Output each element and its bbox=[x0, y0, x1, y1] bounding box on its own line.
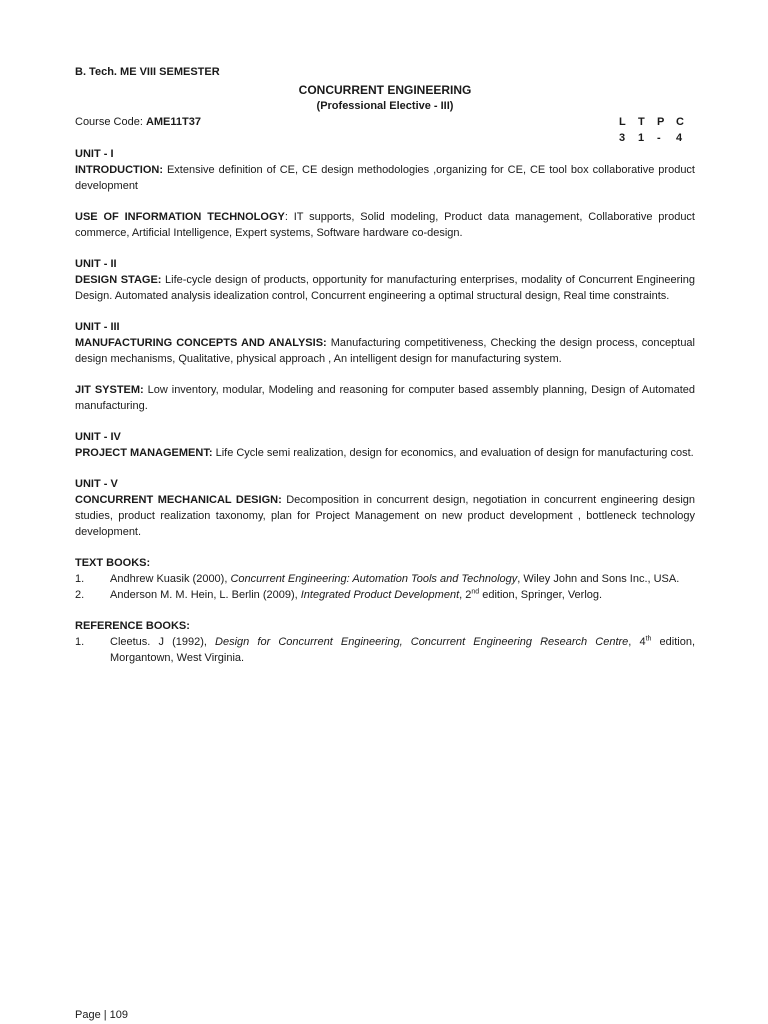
section-head: INTRODUCTION: bbox=[75, 164, 163, 176]
list-text bbox=[110, 587, 695, 603]
text-books-heading: TEXT BOOKS: bbox=[75, 557, 151, 569]
ltpc-t-value: 1 bbox=[638, 132, 645, 144]
book-edition: , 2 bbox=[459, 589, 472, 601]
ltpc-header bbox=[619, 114, 695, 130]
course-code bbox=[75, 114, 201, 130]
unit-1-introduction bbox=[75, 162, 695, 194]
list-text bbox=[110, 634, 695, 666]
section-head: JIT SYSTEM: bbox=[75, 384, 144, 396]
unit-4-project-management bbox=[75, 445, 695, 461]
ltpc-values bbox=[619, 130, 695, 146]
section-head: USE OF INFORMATION TECHNOLOGY bbox=[75, 211, 285, 223]
ltpc-t: T bbox=[638, 116, 645, 128]
section-head: DESIGN STAGE: bbox=[75, 274, 162, 286]
book-title: Integrated Product Development bbox=[300, 589, 460, 601]
list-number: 1. bbox=[75, 636, 85, 648]
list-item bbox=[75, 571, 695, 587]
list-item bbox=[75, 634, 695, 666]
section-text: : IT supports, Solid modeling, Product data management, Collaborative product commerce, Artificial Intelligence, Expert systems, Software hardware co-design. bbox=[75, 211, 695, 239]
ltpc-c: C bbox=[676, 116, 684, 128]
section-text: Life-cycle design of products, opportunity for manufacturing enterprises, modality of Concurrent Engineering Design. Automated analysis idealization control, Concurrent engineering a optimal structural design, Real time constraints. bbox=[75, 274, 695, 302]
list-number: 1. bbox=[75, 573, 85, 585]
ltpc-l-value: 3 bbox=[619, 132, 626, 144]
unit-2-design-stage bbox=[75, 272, 695, 304]
syllabus-page bbox=[75, 64, 695, 666]
section-text: Decomposition in concurrent design, negotiation in concurrent engineering design studies, product realization taxonomy, plan for Project Management on new product development , bottleneck technology development. bbox=[75, 494, 695, 538]
book-title: Concurrent Engineering: Automation Tools and Technology bbox=[230, 573, 518, 585]
course-code-label: Course Code: bbox=[75, 116, 146, 128]
unit-4-heading: UNIT - IV bbox=[75, 431, 121, 443]
unit-3-manufacturing-concepts bbox=[75, 335, 695, 367]
list-item bbox=[75, 587, 695, 603]
ltpc-l: L bbox=[619, 116, 626, 128]
ltpc-p: P bbox=[657, 116, 665, 128]
unit-3-heading: UNIT - III bbox=[75, 321, 120, 333]
course-subtitle: (Professional Elective - III) bbox=[316, 100, 454, 112]
page-number: Page | 109 bbox=[75, 1009, 129, 1021]
unit-5-mechanical-design bbox=[75, 492, 695, 540]
book-publisher: edition, Springer, Verlog. bbox=[479, 589, 603, 601]
book-author: Cleetus. J (1992), bbox=[110, 636, 216, 648]
book-publisher: edition, Morgantown, West Virginia. bbox=[110, 636, 696, 664]
book-author: Anderson M. M. Hein, L. Berlin (2009), bbox=[110, 589, 301, 601]
unit-1-heading: UNIT - I bbox=[75, 148, 114, 160]
course-title: CONCURRENT ENGINEERING bbox=[298, 83, 472, 97]
list-text bbox=[110, 571, 695, 587]
ltpc-p-value: - bbox=[657, 132, 661, 144]
reference-books-heading: REFERENCE BOOKS: bbox=[75, 620, 190, 632]
book-title: Design for Concurrent Engineering, Concurrent Engineering Research Centre bbox=[215, 636, 629, 648]
section-head: CONCURRENT MECHANICAL DESIGN: bbox=[75, 494, 282, 506]
edition-suffix: th bbox=[645, 635, 652, 643]
book-publisher: , Wiley John and Sons Inc., USA. bbox=[517, 573, 680, 585]
course-code-value: AME11T37 bbox=[145, 116, 201, 128]
list-number: 2. bbox=[75, 589, 85, 601]
unit-5-heading: UNIT - V bbox=[75, 478, 118, 490]
section-text: Life Cycle semi realization, design for economics, and evaluation of design for manufacturing cost. bbox=[212, 447, 694, 459]
course-code-row bbox=[75, 114, 695, 130]
book-edition: , 4 bbox=[628, 636, 646, 648]
unit-2-heading: UNIT - II bbox=[75, 258, 117, 270]
ltpc-c-value: 4 bbox=[676, 132, 683, 144]
section-head: PROJECT MANAGEMENT: bbox=[75, 447, 213, 459]
unit-3-jit-system bbox=[75, 382, 695, 414]
section-head: MANUFACTURING CONCEPTS AND ANALYSIS: bbox=[75, 337, 327, 349]
section-text: Low inventory, modular, Modeling and reasoning for computer based assembly planning, Design of Automated manufacturing. bbox=[75, 384, 695, 412]
book-author: Andhrew Kuasik (2000), bbox=[110, 573, 231, 585]
semester-heading: B. Tech. ME VIII SEMESTER bbox=[75, 66, 220, 78]
ltpc-values-row bbox=[75, 130, 695, 146]
section-text: Manufacturing competitiveness, Checking the design process, conceptual design mechanisms, Qualitative, physical approach , An intelligent design for manufacturing system. bbox=[75, 337, 695, 365]
unit-1-information-technology bbox=[75, 209, 695, 241]
section-text: Extensive definition of CE, CE design methodologies ,organizing for CE, CE tool box collaborative product development bbox=[75, 164, 695, 192]
edition-suffix: nd bbox=[471, 588, 480, 596]
